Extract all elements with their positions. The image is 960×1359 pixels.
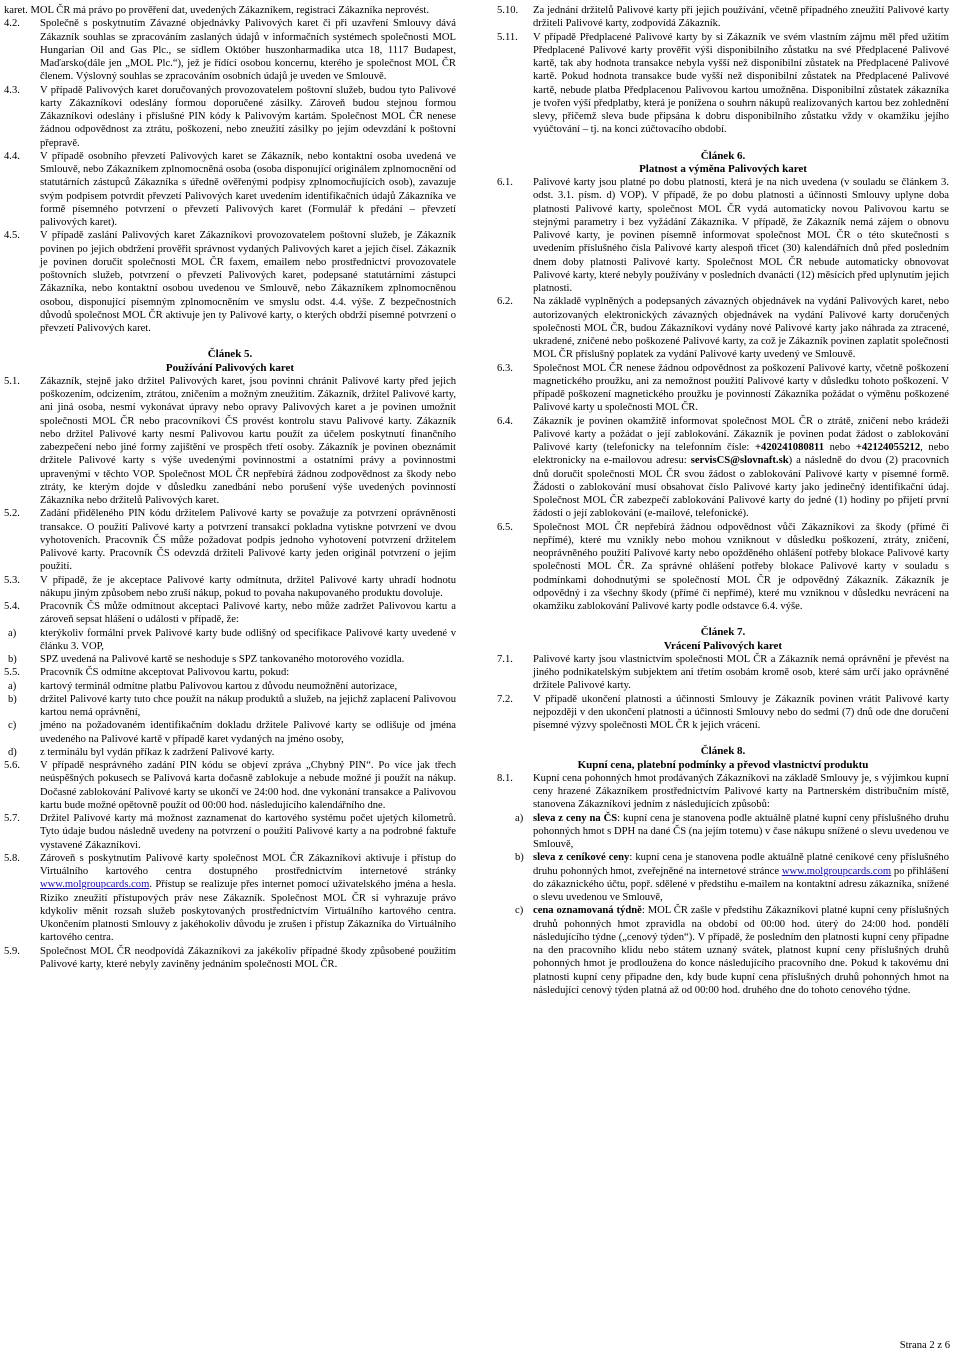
article-5-title: Článek 5. [207, 348, 253, 361]
page-number: Strana 2 z 6 [899, 1340, 950, 1351]
list-item: b) SPZ uvedená na Palivové kartě se neshoduje s SPZ tankovaného motorového vozidla. [8, 654, 405, 665]
list-item: a) kartový terminál odmítne platbu Palivovou kartou z důvodu neumožnění autorizace, [8, 680, 398, 692]
molgroupcards-link[interactable]: www.molgroupcards.com [40, 879, 150, 891]
paragraph-4-2: 4.2. Společně s poskytnutím Závazné objednávky Palivových karet či při uzavření Smlouvy dává Zákazník souhlas se zpracováním zaslaných údajů v informačních systémech společnosti MOL Hungarian Oil and Gas Plc., se sídlem Október huszonharmadika utca 18, 1117 Budapest, Maďarsko(dále jen „MOL Plc.“), jež je řídící osobou koncernu, kterého je společnost MOL ČR členem. Výslovný souhlas se zpracováním osobních údajů je uveden ve Smlouvě. [4, 18, 456, 83]
article-5-subtitle: Používání Palivových karet [165, 361, 295, 374]
article-6-title: Článek 6. [700, 149, 746, 162]
left-column [4, 4, 456, 971]
molgroupcards-link[interactable]: www.molgroupcards.com [781, 865, 892, 877]
phone-number: +420241080811 [754, 442, 824, 453]
paragraph-5-6: 5.6. V případě nesprávného zadání PIN kódu se objeví zpráva „Chybný PIN“. Po více jak třech neúspěšných pokusech se Palivová karta dočasně zablokuje a nebude možné ji použít na nákup. Dočasné zablokování Palivové karty se ukončí ve 24:00 hod. dne vykonání transakce a Palivovou kartu bude možné opětovně použít od 00:00 hod. následujícího kalendářního dne. [4, 760, 456, 811]
paragraph-6-3: 6.3. Společnost MOL ČR nenese žádnou odpovědnost za poškození Palivové karty, včetně poškození magnetického proužku, ani za nemožnost použití Palivové karty v důsledku tohoto poškození. V případě poškození magnetického proužku je povinností Zákazníka požádat o výměnu poškozené Palivové karty u společnosti MOL ČR. [497, 362, 949, 414]
article-7-title: Článek 7. [700, 626, 746, 639]
paragraph-4-1-cont: karet. MOL ČR má právo po prověření dat, uvedených Zákazníkem, registraci Zákazníka neprovést. [4, 5, 429, 16]
list-item: a) sleva z ceny na ČS: kupní cena je stanovena podle aktuálně platné kupní ceny příslušného druhu pohonných hmot s DPH na dané ČS (na jejím totemu) v čase nákupu snížené o slevu uvedenou ve Smlouvě, [515, 812, 949, 850]
paragraph-6-4: 6.4. Zákazník je povinen okamžitě informovat společnost MOL ČR o ztrátě, zničení nebo krádeži Palivové karty a požádat o její zablokování. Zákazník je povinen podat žádost o zablokování Palivové karty (telefonicky na telefonním čísle: +420241080811 nebo +42124055212, nebo elektronicky na e-mailovou adresu: servisCS@slovnaft.sk) a následně do dvou (2) pracovních dnů doručit společnosti MOL ČR svou žádost o zablokování Palivové karty v písemné formě. Žádosti o zablokování musí obsahovat číslo Palivové karty jako jedinečný identifikační údaj. Společnost MOL ČR zabezpečí zablokování Palivové karty do jedné (1) hodiny po přijetí první žádosti o její zablokování (e-mailové, telefonické). [497, 415, 949, 520]
paragraph-5-5: 5.5. Pracovník ČS odmítne akceptovat Palivovou kartu, pokud: [4, 667, 290, 679]
paragraph-5-3: 5.3. V případě, že je akceptace Palivové karty odmítnuta, držitel Palivové karty uhradí hodnotu nákupu jiným způsobem nebo zruší nákup, pokud to povaha nakupovaného produktu dovoluje. [4, 574, 456, 599]
article-8-subtitle: Kupní cena, platební podmínky a převod vlastnictví produktu [577, 758, 869, 771]
paragraph-5-4: 5.4. Pracovník ČS může odmítnout akceptaci Palivové karty, nebo může zadržet Palivovou kartu a zároveň sepsat hlášení o události v případě, že: [4, 601, 456, 626]
paragraph-4-5: 4.5. V případě zaslání Palivových karet Zákazníkovi provozovatelem poštovní služeb, je Zákazník povinen po jejich obdržení prověřit správnost vydaných Palivových karet a jejich čísel. Zákazník je povinen doručit společnosti MOL ČR faxem, emailem nebo prostřednictví provozovatele poštovních služeb, potvrzení o převzetí Palivových karet, podepsané statutárními zástupci Zákazníka, nebo kontaktní osobou uvedenou ve Smlouvě, nebo Zákazníkem zplnomocněnou osobou, disponující písemným zplnomocněním ve smyslu odst. 4.4. výše. Z bezpečnostních důvodů společnost MOL ČR aktivuje jen ty Palivové karty, o kterých obdrží písemné potvrzení o převzetí Palivových karet. [4, 230, 456, 334]
paragraph-8-1: 8.1. Kupní cena pohonných hmot prodávaných Zákazníkovi na základě Smlouvy je, s výjimkou kupní ceny hrazené Zákazníkem prostřednictvím Palivové karty na Partnerském distribučním místě, stanovena Zákazníkovi jedním z následujících způsobů: [497, 772, 949, 811]
paragraph-5-1: 5.1. Zákazník, stejně jako držitel Palivových karet, jsou povinni chránit Palivové karty před jejich poškozením, odcizením, ztrátou, zničením a možným zneužitím. Zákazník, držitel Palivové karty, ani jiná osoba, nesmí vykonávat úpravy nebo opravy Palivových karet a je povinen umožnit společnosti MOL ČR nebo pracovníkovi ČS provést kontrolu stavu Palivové karty. Zákazník nebo držitel Palivové karty nesmí Palivovou kartu použít za účelem poskytnutí finančního zabezpečení nebo jiné formy zajištění ve prospěch třetí osoby. Zákazník je povinen obeznámit držitele Palivové karty s výše uvedenými povinnostmi a ostatními právy a povinnostmi upravenými v těchto VOP. Společnost MOL ČR nepřebírá žádnou zodpovědnost za škody nebo ztráty, ke kterým dojde v důsledku zanedbání nebo porušení výše uvedených povinností Zákazníka nebo držitelů Palivových karet. [4, 375, 456, 506]
paragraph-5-2: 5.2. Zadání přiděleného PIN kódu držitelem Palivové karty se považuje za potvrzení oprávněnosti transakce. O použití Palivové karty a potvrzení transakcí pokladna vytiskne potvrzení ve dvou vyhotoveních. Pracovník ČS může požadovat podpis jednoho vyhotovení potvrzení držitelem Palivové karty. Pracovník ČS odevzdá držiteli Palivové karty jeden originál potvrzení o jejím použití. [4, 508, 456, 573]
paragraph-5-11: 5.11. V případě Předplacené Palivové karty by si Zákazník ve svém vlastním zájmu měl před užitím Předplacené Palivové karty prověřit výši disponibilního zůstatku na své Předplacené Palivové kartě, tak aby hodnota transakce nebyla vyšší než disponibilní zůstatek na Předplacené Palivové kartě. Pokud hodnota transakce bude vyšší než disponibilní zůstatek na Předplacené Palivové kartě, nebude platba Předplacenou Palivovou kartou umožněna. Disponibilní zůstatek zákazníka je tvořen výší předplatby, která je ponížena o souhrn nákupů realizovaných kartou bez zohlednění slevy, přičemž sleva bude připsána k dobru disponibilního zůstatku vždy v okamžiku jejího vyúčtování – tj. na konci zúčtovacího období. [497, 31, 949, 136]
list-item: a) kterýkoliv formální prvek Palivové karty bude odlišný od specifikace Palivové karty uvedené v článku 3. VOP, [8, 627, 456, 652]
paragraph-7-1: 7.1. Palivové karty jsou vlastnictvím společnosti MOL ČR a Zákazník nemá oprávnění je převést na jiného podnikatelským subjektem ani třetím osobám kromě osob, které sám určí jako oprávněné držitele Palivové karty. [497, 653, 949, 692]
paragraph-4-3: 4.3. V případě Palivových karet doručovaných provozovatelem poštovní služeb, budou tyto Palivové karty Zákazníkovi odeslány formou doporučené zásilky. Zároveň budou stejnou formou Zákazníkovi odeslány i příslušné PIN kódy k Palivovým kartám. Společnost MOL ČR nenese žádnou odpovědnost za ztrátu, poškození, nebo zneužití zásilky po jejím odevzdání k poštovní přepravě. [4, 84, 456, 149]
email-address: servisCS@slovnaft.sk [690, 455, 789, 467]
list-item: b) sleva z ceníkové ceny: kupní cena je stanovena podle aktuálně platné ceníkové ceny příslušného druhu pohonných hmot, zveřejněné na internetové stránce www.molgroupcards.com po přihlášení do zákaznického účtu, popř. sdělené v předstihu e-mailem na kontaktní adresu zákazníka, snížené o slevu uvedenou ve Smlouvě, [515, 852, 949, 903]
article-7-subtitle: Vrácení Palivových karet [663, 639, 783, 652]
right-column [497, 4, 949, 997]
article-8-title: Článek 8. [700, 745, 746, 758]
paragraph-6-1: 6.1. Palivové karty jsou platné po dobu platnosti, která je na nich uvedena (v souladu se článkem 3. odst. 3.1. písm. d) VOP). V případě, že po dobu platnosti a účinnosti Smlouvy uplyne doba platnosti Palivové karty, společnost MOL ČR vydá automaticky novou Palivovou kartu se stejnými parametry i bez vyžádání Zákazníka. V případě, že Zákazník nemá zájem o obnovu Palivové karty, je povinen písemně informovat společnost MOL ČR o této skutečnosti s uvedením příslušného čísla Palivové karty alespoň třicet (30) kalendářních dnů před posledním dnem doby platnosti Palivové karty. Společnost MOL ČR nebude automaticky obnovovat Palivové karty, které nebyly používány v posledních dvanácti (12) měsících před uplynutím jejich platnosti. [497, 177, 949, 294]
paragraph-7-2: 7.2. V případě ukončení platnosti a účinnosti Smlouvy je Zákazník povinen vrátit Palivové karty nejpozději v den ukončení platnosti a účinnosti Smlouvy nebo do sedmi (7) dnů ode dne doručení písemné výzvy společnosti MOL ČR k jejich vrácení. [497, 693, 949, 731]
paragraph-5-8: 5.8. Zároveň s poskytnutím Palivové karty společnost MOL ČR Zákazníkovi aktivuje i přístup do Virtuálního kartového centra dostupného prostřednictvím internetové stránky www.molgroupcards.com. Přístup se realizuje přes internet pomocí uživatelského jména a hesla. Riziko zneužití přístupových práv nese Zákazník. Společnost MOL ČR si vyhrazuje právo kdykoliv měnit rozsah služeb poskytovaných prostřednictvím Virtuálního kartového centra. Ukončením platnosti Smlouvy z jakéhokoliv důvodu je zrušen i přístup Zákazníka do Virtuálního kartového centra. [4, 852, 456, 944]
paragraph-5-9: 5.9. Společnost MOL ČR neodpovídá Zákazníkovi za jakékoliv případné škody způsobené použitím Palivové karty, které nebyly zaviněny jednáním společnosti MOL ČR. [4, 945, 456, 970]
paragraph-4-4: 4.4. V případě osobního převzetí Palivových karet se Zákazník, nebo kontaktní osoba uvedená ve Smlouvě, nebo Zákazníkem zplnomocněná osoba (osoba disponující originálem zplnomocnění od statutárních zástupců Zákazníka s úředně ověřenými podpisy zplnomocňujících osob), zavazuje svým podpisem potvrdit převzetí Palivových karet uvedením identifikačních údajů Zákazníka ve formě písemného potvrzení o převzetí Palivových karet (Formulář k předání – převzetí palivových karet). [4, 150, 456, 228]
article-6-subtitle: Platnost a výměna Palivových karet [639, 162, 807, 175]
list-item: d) z terminálu byl vydán příkaz k zadržení Palivové karty. [8, 746, 275, 758]
phone-number: +42124055212 [855, 442, 921, 453]
paragraph-5-10: 5.10. Za jednání držitelů Palivové karty při jejich používání, včetně případného zneužití Palivové karty držiteli Palivové karty, zodpovídá Zákazník. [497, 5, 949, 30]
paragraph-6-5: 6.5. Společnost MOL ČR nepřebírá žádnou odpovědnost vůči Zákazníkovi za škody (přímé či nepřímé), které mu vznikly nebo mohou vzniknout v důsledku poškození, ztráty, zničení, neoprávněného použití Palivové karty nebo opožděného ohlášení potřeby blokace Palivové karty společnosti MOL ČR. Za správné ohlášení potřeby blokace Palivové karty v souladu s podmínkami dohodnutými se společností MOL ČR je odpovědný Zákazník. Zákazník je odpovědný i za všechny škody (přímé či nepřímé), které mu vzniknou v důsledku nevrácení na okamžiku zablokování Palivové karty podle odstavce 6.4. výše. [497, 521, 949, 612]
list-item: c) cena oznamovaná týdně: MOL ČR zašle v předstihu Zákazníkovi platné kupní ceny příslušných druhů pohonných hmot zpravidla na období od 00:00 hod. úterý do 24:00 hod. pondělí následujícího týdne („cenový týden“). V případě, že posledním den platnosti kupní ceny připadne na den pracovního klidu nebo státem uznaný svátek, platnost kupní ceny příslušných druhů pohonných hmot je prodloužena do konce následujícího pracovního dne. Pokud k takovému dni platnosti kupní ceny připadne den, kdy bude kupní cena příslušných druhů pohonných hmot na následující cenový týden platná až od 00:00 hod. druhého dne do tohoto cenového týdne. [515, 905, 949, 996]
paragraph-5-7: 5.7. Držitel Palivové karty má možnost zaznamenat do kartového systému počet ujetých kilometrů. Tyto údaje budou následně uvedeny na potvrzení o použití Palivové karty a na podrobné faktuře vystavené Zákazníkovi. [4, 813, 456, 851]
paragraph-6-2: 6.2. Na základě vyplněných a podepsaných závazných objednávek na vydání Palivových karet, nebo autorizovaných elektronických závazných objednávek na vydání Palivové karty doručených společnosti MOL ČR, budou Zákazníkovi vydány nové Palivové karty jako náhrada za ztracené, ukradené, zničené nebo poškozené Palivové karty, za což je Zákazník povinen zaplatit společnosti MOL ČR příslušný poplatek za vydání Palivové karty uvedený ve Smlouvě. [497, 296, 949, 361]
list-item: c) jméno na požadovaném identifikačním dokladu držitele Palivové karty se odlišuje od jména uvedeného na Palivové kartě v případě karet vydaných na jméno osoby, [8, 720, 456, 745]
list-item: b) držitel Palivové karty tuto chce použít na nákup produktů a služeb, na jejichž zaplacení Palivovou kartou nemá oprávnění, [8, 693, 456, 718]
